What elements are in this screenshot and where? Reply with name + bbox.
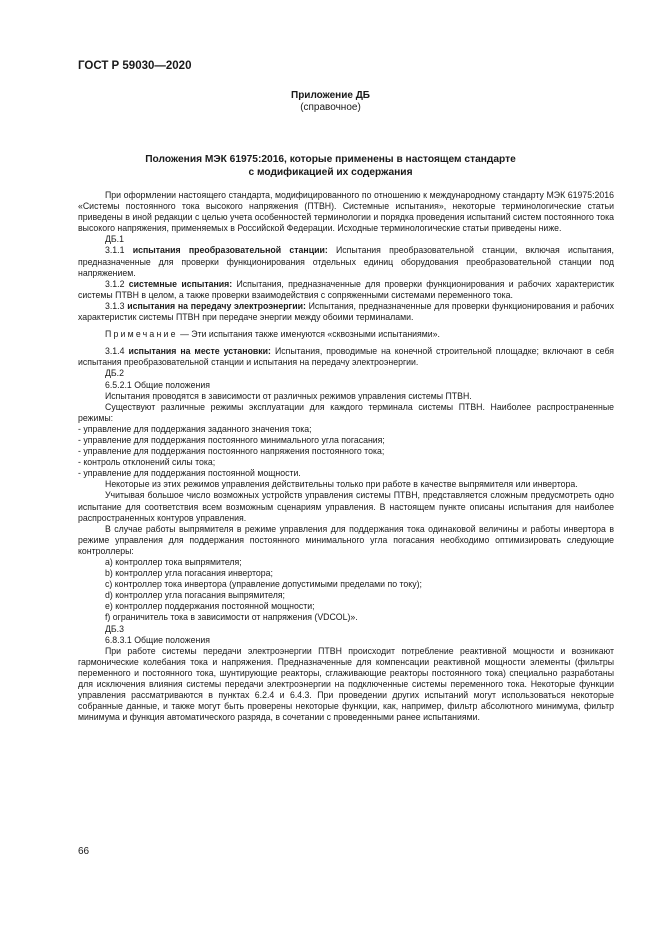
modes-paragraph-2: Существуют различные режимы эксплуатации для каждого терминала системы ПТВН. Наиболее распространенные режимы: <box>78 401 614 423</box>
term-definition: Испытания, предназначенные для проверки функционирования и рабочих характеристик системы ПТВН при передаче энергии между обоими терминалами. <box>78 300 614 323</box>
controller-item: e) контроллер поддержания постоянной мощности; <box>105 601 315 612</box>
mode-item: - управление для поддержания постоянной мощности. <box>78 468 301 479</box>
subsection-6-5-2-1: 6.5.2.1 Общие положения <box>105 379 210 390</box>
document-body <box>78 190 614 723</box>
modes-validity-paragraph: Некоторые из этих режимов управления действительны только при работе в качестве выпрямителя или инвертора. <box>105 479 578 490</box>
note-label: Примечание <box>105 329 178 340</box>
controller-item: c) контроллер тока инвертора (управление допустимыми пределами по току); <box>105 579 422 590</box>
db2-label: ДБ.2 <box>105 368 124 379</box>
section-title <box>0 153 661 179</box>
annex-subtitle: (справочное) <box>300 102 361 113</box>
note-text: — Эти испытания также именуются «сквозными испытаниями». <box>180 329 440 340</box>
mode-item: - управление для поддержания постоянного минимального угла погасания; <box>78 434 385 445</box>
term-name: испытания на месте установки: <box>128 346 271 357</box>
subsection-6-8-3-1: 6.8.3.1 Общие положения <box>105 634 210 645</box>
controller-item: f) ограничитель тока в зависимости от напряжения (VDCOL)». <box>105 612 358 623</box>
term-name: системные испытания: <box>128 278 233 289</box>
final-paragraph: При работе системы передачи электроэнергии ПТВН происходит потребление реактивной мощности и возникают гармонические колебания тока и напряжения. Предназначенные для компенсации реактивной мощности элементы (фильтры переменного и постоянного тока, шунтирующие реакторы, сглаживающие реакторы постоянного тока) специально разработаны для исключения влияния системы передачи электроэнергии на подключенные системы переменного тока. Некоторые функции управления рассматриваются в пунктах 6.2.4 и 6.4.3. При проведении других испытаний могут использоваться некоторые собранные данные, и также могут быть проверены некоторые функции, как, например, фильтр абсолютного минимума, фильтр минимума и функция автоматического разряда, в сочетании с проведенными ранее испытаниями. <box>78 645 614 723</box>
term-definition: Испытания преобразовательной станции, включая испытания, предназначенные для проверки функционирования отдельных единиц оборудования преобразовательной станции под напряжением. <box>78 245 614 278</box>
controller-item: b) контроллер угла погасания инвертора; <box>105 568 273 579</box>
annex-title: Приложение ДБ <box>291 90 370 101</box>
term-name: испытания преобразовательной станции: <box>132 245 328 256</box>
db1-label: ДБ.1 <box>105 234 124 245</box>
db3-label: ДБ.3 <box>105 623 124 634</box>
mode-item: - управление для поддержания заданного значения тока; <box>78 423 312 434</box>
annex-heading <box>0 90 661 114</box>
term-definition: Испытания, предназначенные для проверки функционирования и рабочих характеристик системы ПТВН в целом, а также проверки взаимодействия с сопряженными системами переменного тока. <box>78 278 614 300</box>
controller-item: d) контроллер угла погасания выпрямителя; <box>105 590 285 601</box>
term-3-1-2 <box>78 279 614 301</box>
page-number: 66 <box>78 846 90 857</box>
intro-paragraph: При оформлении настоящего стандарта, модифицированного по отношению к международному стандарту МЭК 61975:2016 «Системы постоянного тока высокого напряжения (ПТВН). Системные испытания», некоторые терминологические статьи приведены в иной редакции с целью учета особенностей терминологии и порядка проведения испытаний систем постоянного тока высокого напряжения, применяемых в Российской Федерации. Исходные терминологические статьи приведены ниже. <box>78 190 614 234</box>
control-devices-paragraph: Учитывая большое число возможных устройств управления системы ПТВН, представляется сложным предусмотреть одно испытание для соответствия всем возможным сценариям управления. В настоящем пункте описаны испытания для наиболее распространенных контуров управления. <box>78 490 614 523</box>
controllers-intro-paragraph: В случае работы выпрямителя в режиме управления для поддержания тока одинаковой величины и работы инвертора в режиме управления для поддержания постоянного минимального угла погасания необходимо оптимизировать следующие контроллеры: <box>78 523 614 556</box>
mode-item: - контроль отклонений силы тока; <box>78 457 216 468</box>
controller-item: a) контроллер тока выпрямителя; <box>105 557 242 567</box>
term-number: 3.1.3 <box>105 300 125 311</box>
modes-paragraph-1: Испытания проводятся в зависимости от различных режимов управления системы ПТВН. <box>105 390 472 401</box>
term-number: 3.1.1 <box>105 245 125 256</box>
section-title-line1: Положения МЭК 61975:2016, которые применены в настоящем стандарте <box>145 154 516 165</box>
term-name: испытания на передачу электроэнергии: <box>127 300 306 311</box>
term-definition: Испытания, проводимые на конечной строительной площадке; включают в себя испытания преобразовательной станции и испытания на передачу электроэнергии. <box>78 346 615 368</box>
term-3-1-4 <box>78 346 614 368</box>
mode-item: - управление для поддержания постоянного напряжения постоянного тока; <box>78 446 385 457</box>
note-paragraph <box>78 329 614 340</box>
term-3-1-1 <box>78 245 614 278</box>
term-number: 3.1.2 <box>105 278 125 289</box>
section-title-line2: с модификацией их содержания <box>248 167 413 178</box>
standard-header: ГОСТ Р 59030—2020 <box>78 60 192 72</box>
term-number: 3.1.4 <box>105 346 125 357</box>
term-3-1-3 <box>78 301 614 323</box>
